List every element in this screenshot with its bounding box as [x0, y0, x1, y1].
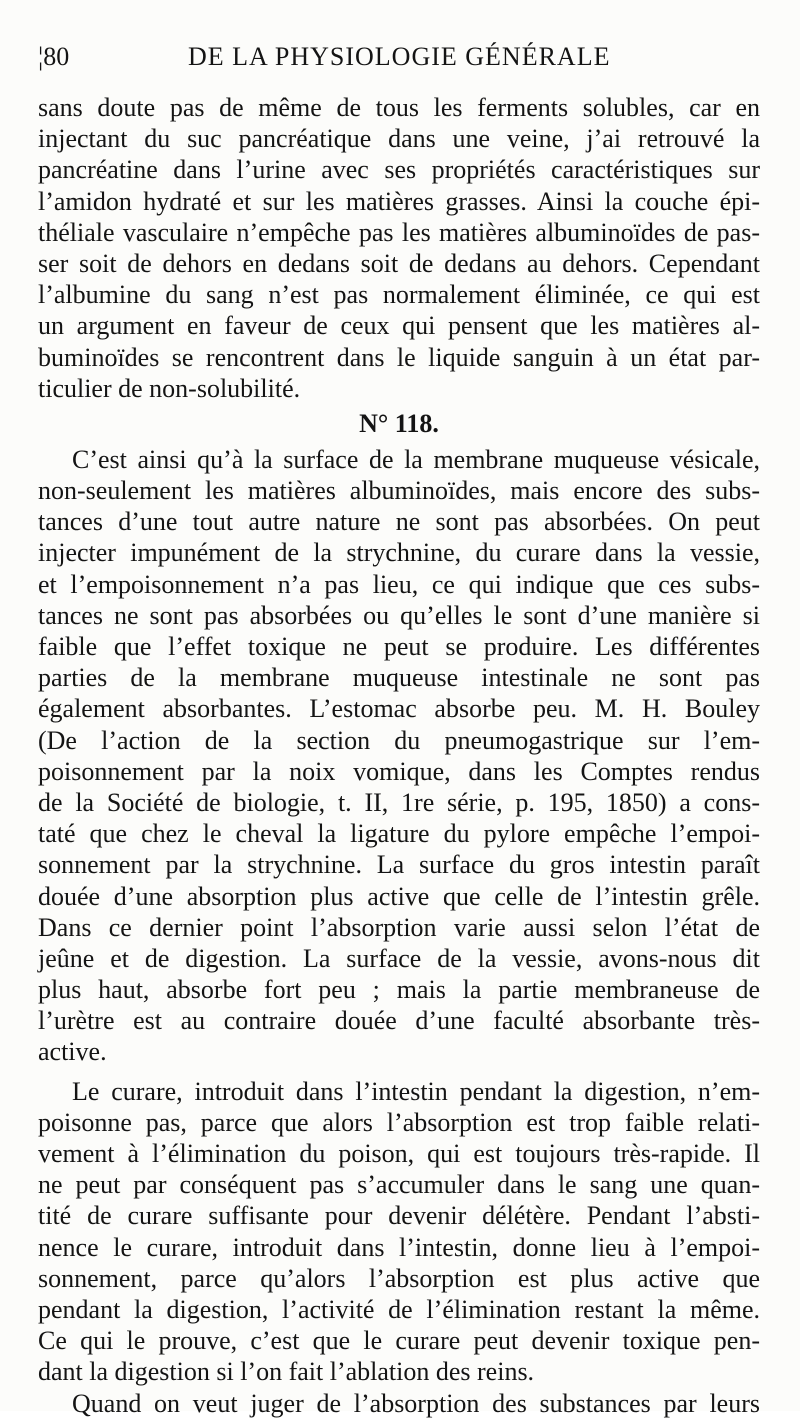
- text-line: tances ne sont pas absorbées ou qu’elles le sont d’une manière si: [38, 600, 760, 630]
- text-line: poisonnement par la noix vomique, dans les Comptes rendus: [38, 756, 760, 786]
- page-header: [38, 40, 768, 74]
- text-line: de la Société de biologie, t. II, 1re série, p. 195, 1850) a cons-: [38, 787, 760, 817]
- text-line: injecter impunément de la strychnine, du curare dans la vessie,: [38, 538, 760, 568]
- text-line: l’albumine du sang n’est pas normalement éliminée, ce qui est: [38, 280, 760, 310]
- text-line: un argument en faveur de ceux qui pensent que les matières al-: [38, 311, 760, 341]
- text-line: vement à l’élimination du poison, qui est toujours très-rapide. Il: [38, 1139, 760, 1168]
- paragraph-3: [38, 1076, 760, 1388]
- text-line: l’amidon hydraté et sur les matières grasses. Ainsi la couche épi-: [38, 186, 760, 216]
- text-line: dant la digestion si l’on fait l’ablation des reins.: [38, 1357, 535, 1387]
- text-line: tité de curare suffisante pour devenir délétère. Pendant l’absti-: [38, 1201, 760, 1231]
- section-number: N° 118.: [359, 408, 439, 438]
- text-line: théliale vasculaire n’empêche pas les matières albuminoïdes de pas-: [38, 217, 760, 247]
- text-line: sans doute pas de même de tous les ferments solubles, car en: [38, 93, 760, 122]
- text-line: ne peut par conséquent pas s’accumuler dans le sang une quan-: [38, 1170, 760, 1200]
- text-line: (De l’action de la section du pneumogastrique sur l’em-: [38, 725, 760, 755]
- text-line: l’urètre est au contraire douée d’une faculté absorbante très-: [38, 1006, 760, 1036]
- text-line: active.: [38, 1037, 107, 1067]
- text-line: taté que chez le cheval la ligature du pylore empêche l’empoi-: [38, 819, 760, 849]
- text-line: pendant la digestion, l’activité de l’élimination restant la même.: [38, 1294, 760, 1324]
- text-line: parties de la membrane muqueuse intestinale ne sont pas: [38, 663, 760, 693]
- text-line: non-seulement les matières albuminoïdes, mais encore des subs-: [38, 476, 760, 506]
- text-line: pancréatine dans l’urine avec ses propriétés caractéristiques sur: [38, 155, 760, 185]
- text-line: poisonne pas, parce que alors l’absorption est trop faible relati-: [38, 1107, 760, 1137]
- text-line: ser soit de dehors en dedans soit de dedans au dehors. Cependant: [38, 248, 760, 278]
- text-line: douée d’une absorption plus active que celle de l’intestin grêle.: [38, 881, 760, 911]
- text-line: C’est ainsi qu’à la surface de la membrane muqueuse vésicale,: [72, 444, 760, 474]
- text-line: nence le curare, introduit dans l’intestin, donne lieu à l’empoi-: [38, 1232, 760, 1262]
- text-line: ticulier de non-solubilité.: [38, 373, 301, 403]
- text-line: sonnement par la strychnine. La surface du gros intestin paraît: [38, 850, 760, 880]
- text-line: faible que l’effet toxique ne peut se produire. Les différentes: [38, 632, 760, 661]
- paragraph-spacer: [38, 1068, 760, 1076]
- text-line: buminoïdes se rencontrent dans le liquide sanguin à un état par-: [38, 342, 760, 372]
- text-line: Ce qui le prouve, c’est que le curare peut devenir toxique pen-: [38, 1326, 760, 1356]
- text-line: Le curare, introduit dans l’intestin pendant la digestion, n’em-: [72, 1076, 760, 1106]
- page-number: ¦80: [38, 42, 70, 71]
- paragraph-2: [38, 444, 760, 1068]
- text-line: injectant du suc pancréatique dans une veine, j’ai retrouvé la: [38, 124, 760, 154]
- text-line: également absorbantes. L’estomac absorbe peu. M. H. Bouley: [38, 694, 760, 724]
- text-line: sonnement, parce qu’alors l’absorption est plus active que: [38, 1263, 760, 1293]
- text-line: jeûne et de digestion. La surface de la vessie, avons-nous dit: [38, 943, 760, 973]
- text-line: Dans ce dernier point l’absorption varie aussi selon l’état de: [38, 912, 760, 942]
- body-text: [38, 92, 760, 1419]
- text-line: Quand on veut juger de l’absorption des substances par leurs: [72, 1388, 760, 1418]
- text-line: plus haut, absorbe fort peu ; mais la partie membraneuse de: [38, 975, 760, 1005]
- running-title: DE LA PHYSIOLOGIE GÉNÉRALE: [188, 42, 611, 71]
- paragraph-4: [38, 1388, 760, 1419]
- text-line: et l’empoisonnement n’a pas lieu, ce qui indique que ces subs-: [38, 569, 760, 599]
- text-line: tances d’une tout autre nature ne sont pas absorbées. On peut: [38, 507, 760, 537]
- paragraph-1: [38, 92, 760, 404]
